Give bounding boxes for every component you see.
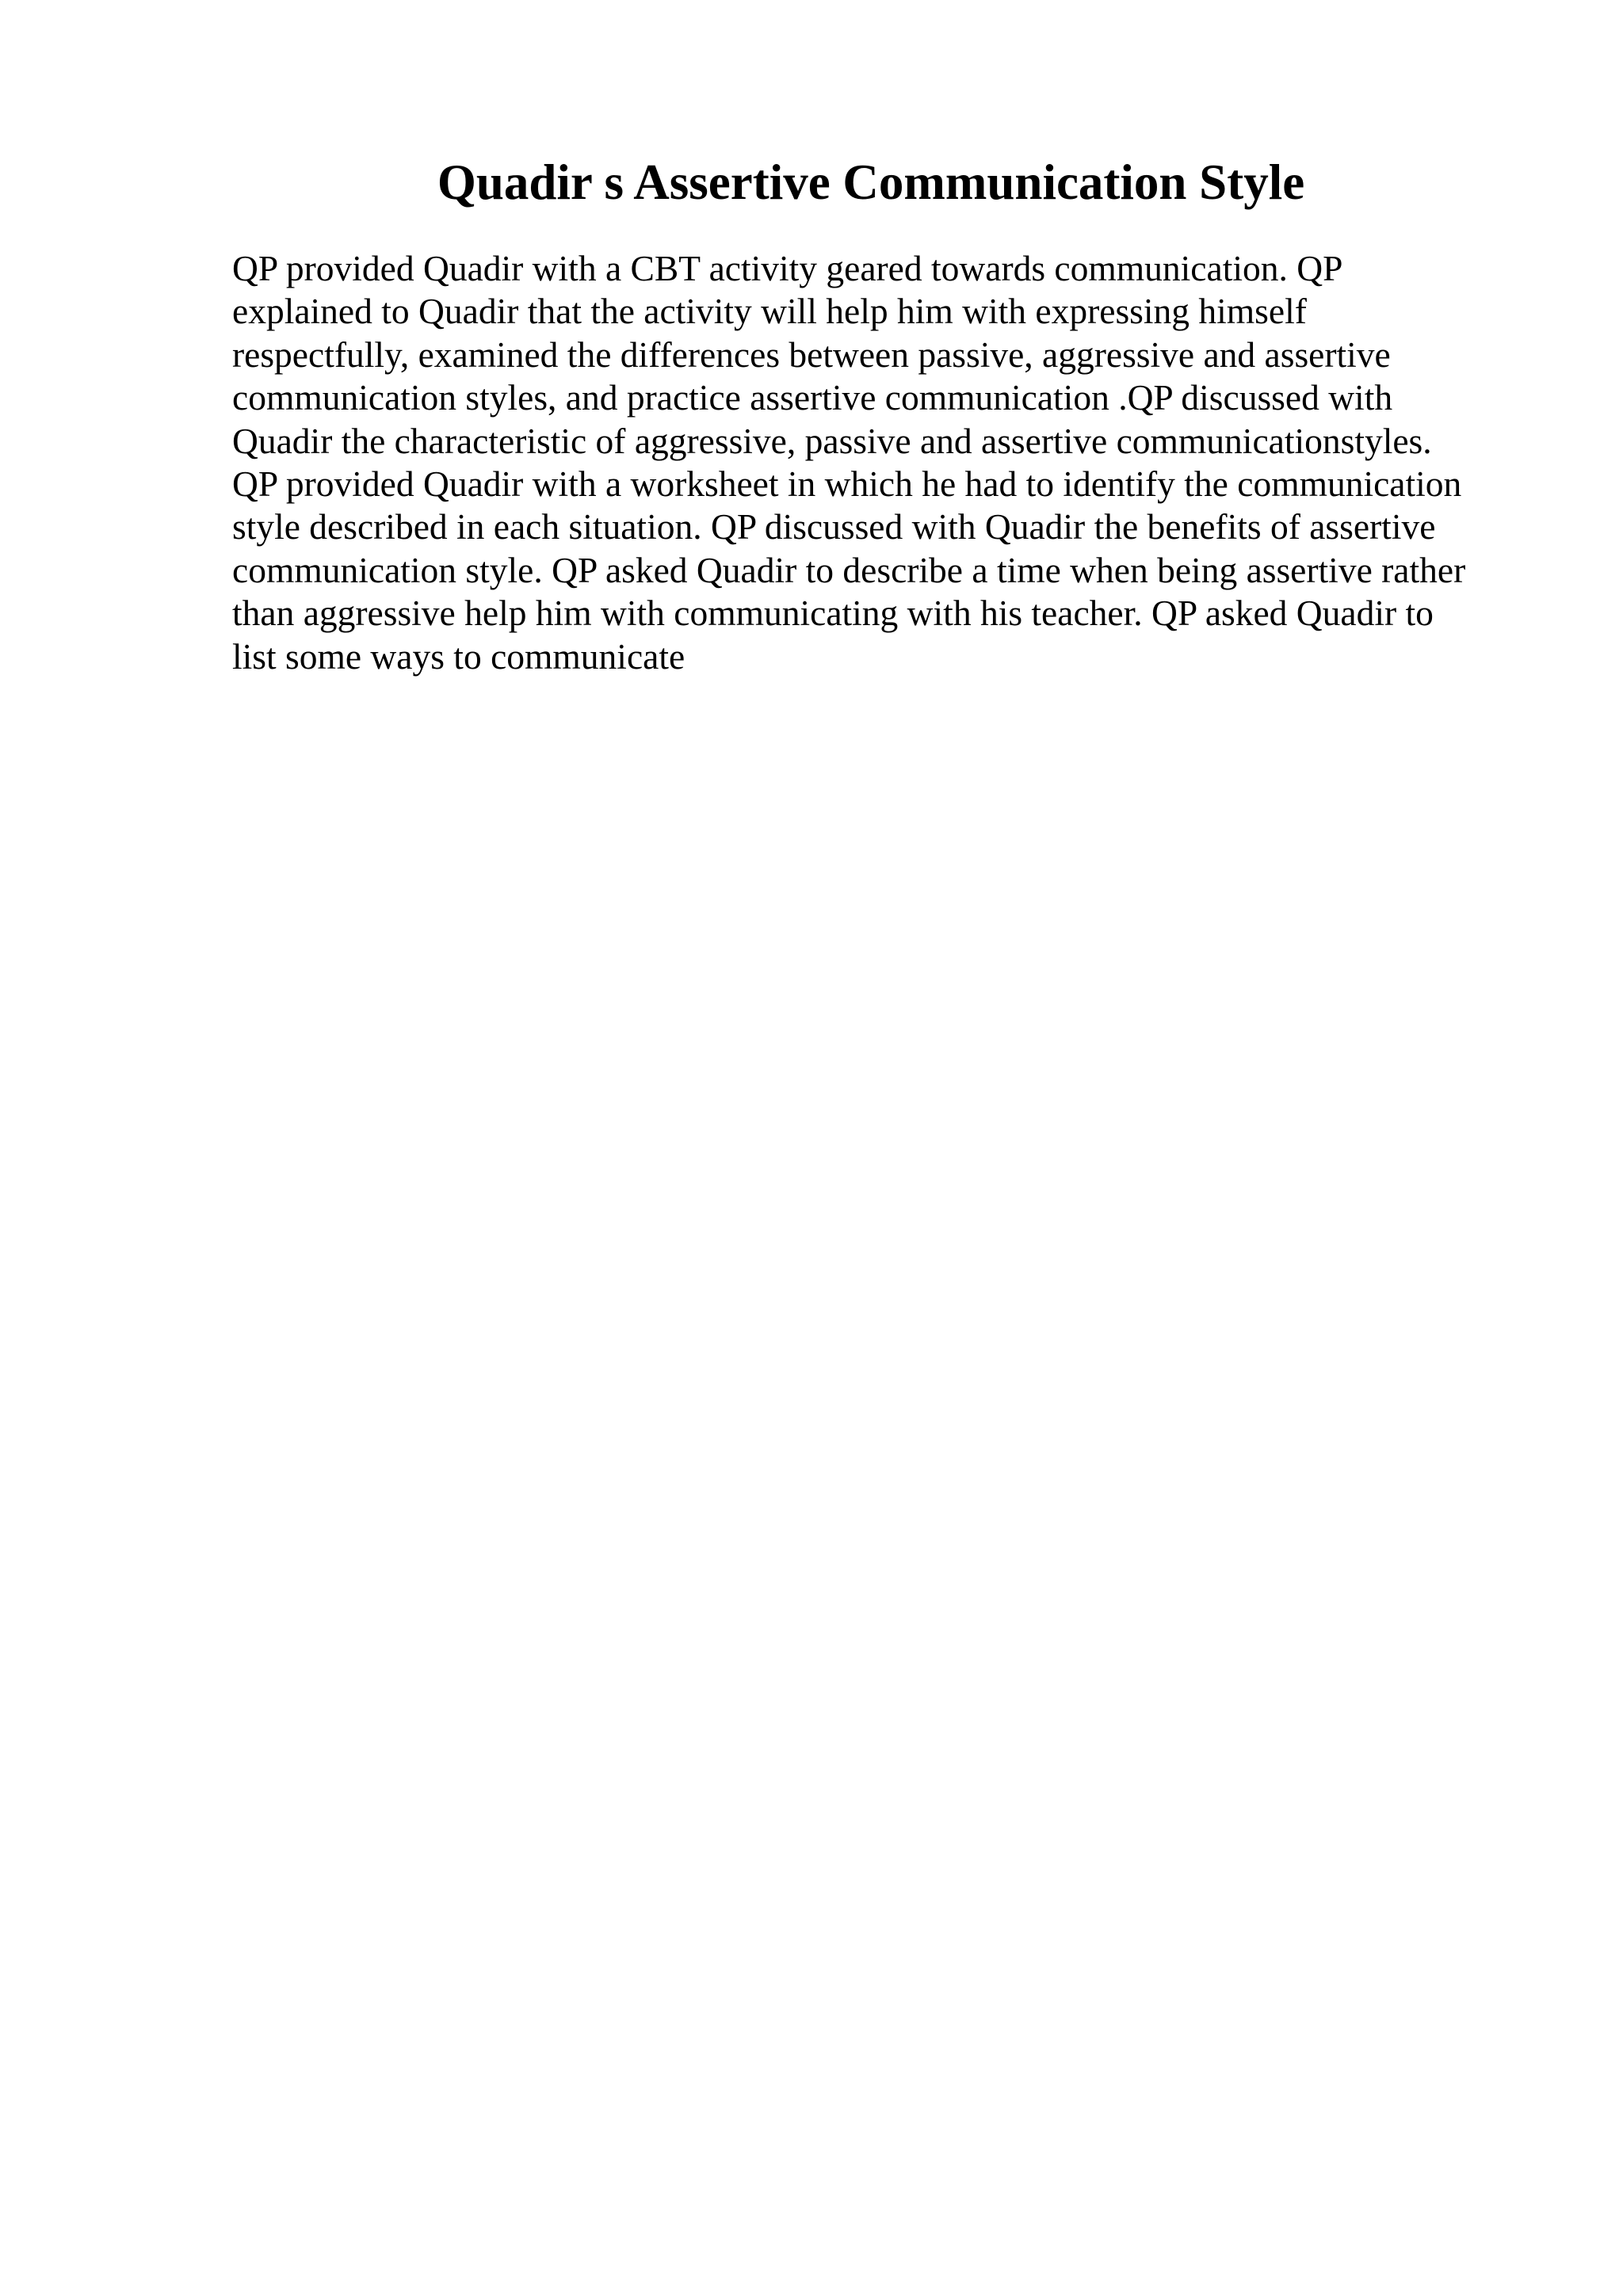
body-line: than aggressive help him with communicating with his teacher. QP asked Quadir to bbox=[232, 593, 1434, 634]
body-line: communication styles, and practice assertive communication .QP discussed with bbox=[232, 377, 1393, 418]
body-line: QP provided Quadir with a worksheet in which he had to identify the communication bbox=[232, 463, 1462, 505]
body-line: style described in each situation. QP discussed with Quadir the benefits of assertive bbox=[232, 506, 1436, 547]
body-line: respectfully, examined the differences between passive, aggressive and assertive bbox=[232, 334, 1391, 375]
body-line: Quadir the characteristic of aggressive, passive and assertive communicationstyles. bbox=[232, 420, 1432, 461]
body-line: explained to Quadir that the activity will help him with expressing himself bbox=[232, 291, 1307, 332]
body-line: QP provided Quadir with a CBT activity geared towards communication. QP bbox=[232, 248, 1343, 288]
document-body-paragraph bbox=[232, 247, 1532, 678]
document-title: Quadir s Assertive Communication Style bbox=[437, 154, 1305, 210]
body-line: list some ways to communicate bbox=[232, 635, 685, 677]
body-line: communication style. QP asked Quadir to describe a time when being assertive rather bbox=[232, 549, 1466, 590]
